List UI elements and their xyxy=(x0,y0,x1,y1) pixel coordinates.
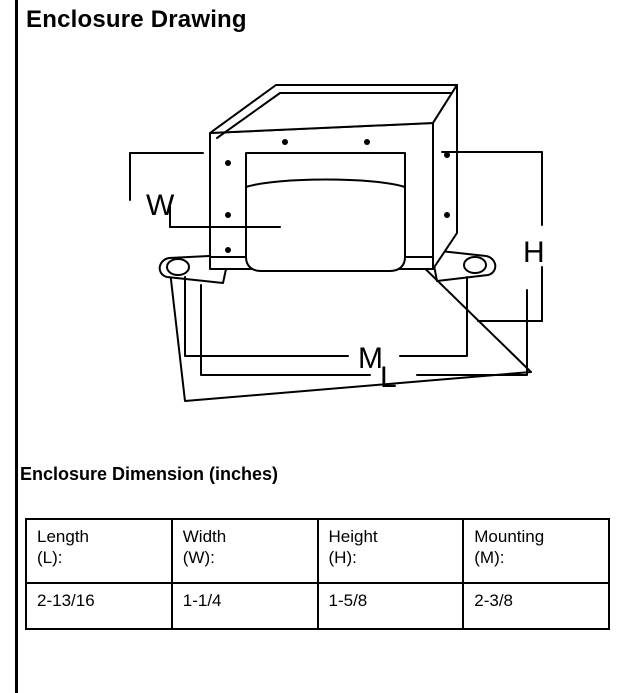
page-title: Enclosure Drawing xyxy=(26,6,247,33)
label-width: W xyxy=(146,189,175,222)
label-height: H xyxy=(523,236,545,269)
table-row-values xyxy=(26,583,609,629)
header-height-code: (H): xyxy=(328,548,357,568)
table-value-length: 2-13/16 xyxy=(26,583,172,629)
enclosure-dimension-table xyxy=(25,518,610,630)
header-width-code: (W): xyxy=(182,548,215,568)
header-mounting-code: (M): xyxy=(474,548,505,568)
header-width-name: Width xyxy=(182,527,227,546)
table-value-height: 1-5/8 xyxy=(318,583,464,629)
table-header-length xyxy=(26,519,172,583)
table-row-headers xyxy=(26,519,609,583)
header-length-name: Length xyxy=(37,527,89,546)
table-header-height xyxy=(318,519,464,583)
header-mounting-name: Mounting xyxy=(474,527,545,546)
header-height-name: Height xyxy=(328,527,378,546)
label-mounting: M xyxy=(358,342,383,375)
table-value-mounting: 2-3/8 xyxy=(463,583,609,629)
table-header-mounting xyxy=(463,519,609,583)
section-title: Enclosure Dimension (inches) xyxy=(20,464,279,484)
enclosure-diagram-svg xyxy=(18,45,618,445)
label-length: L xyxy=(380,361,397,394)
table-header-width xyxy=(172,519,318,583)
header-length-code: (L): xyxy=(37,548,63,568)
table-value-width: 1-1/4 xyxy=(172,583,318,629)
enclosure-diagram xyxy=(18,45,618,445)
coil-window xyxy=(246,153,405,271)
